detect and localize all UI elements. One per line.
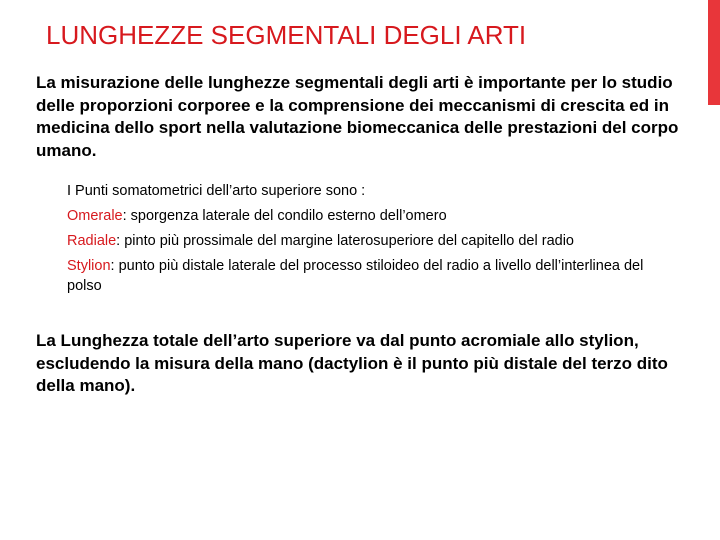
- point-term: Omerale: [67, 208, 123, 224]
- intro-paragraph: La misurazione delle lunghezze segmentali degli arti è importante per lo studio delle proporzioni corporee e la comprensione dei meccanismi di crescita ed in medicina dello sport nella valutazione biomeccanica delle prestazioni del corpo umano.: [36, 73, 679, 160]
- point-omerale: [67, 206, 667, 226]
- point-definition: : pinto più prossimale del margine laterosuperiore del capitello del radio: [116, 233, 574, 249]
- point-stylion: [67, 256, 667, 296]
- point-definition: : sporgenza laterale del condilo esterno dell’omero: [122, 208, 447, 224]
- points-heading: I Punti somatometrici dell’arto superiore sono :: [67, 183, 366, 199]
- conclusion-paragraph: La Lunghezza totale dell’arto superiore va dal punto acromiale allo stylion, escludendo la misura della mano (dactylion è il punto più distale del terzo dito della mano).: [36, 331, 668, 395]
- accent-bar: [708, 0, 720, 105]
- point-term: Stylion: [67, 258, 111, 274]
- point-radiale: [67, 231, 667, 251]
- slide-title: LUNGHEZZE SEGMENTALI DEGLI ARTI: [46, 20, 527, 50]
- point-term: Radiale: [67, 233, 117, 249]
- point-definition: : punto più distale laterale del processo stiloideo del radio a livello dell’interlinea del polso: [67, 258, 644, 294]
- points-list: [67, 181, 667, 301]
